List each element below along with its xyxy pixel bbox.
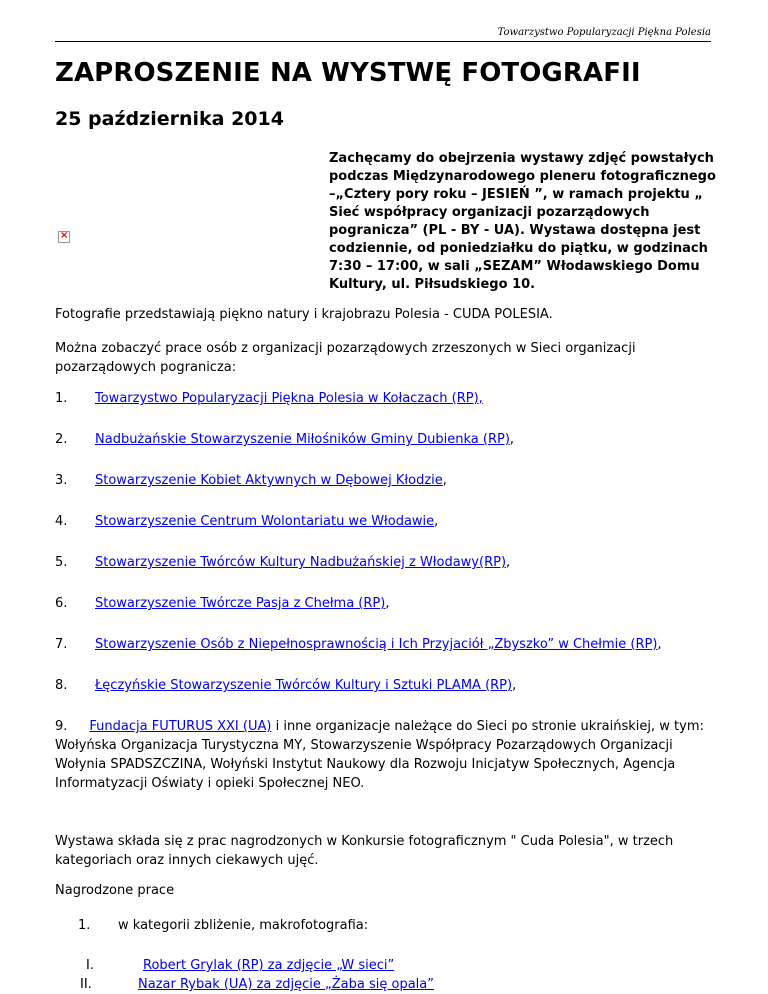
org-link[interactable]: Nadbużańskie Stowarzyszenie Miłośników Gminy Dubienka (RP) [95, 432, 510, 447]
intro-paragraph: Zachęcamy do obejrzenia wystawy zdjęć powstałych podczas Międzynarodowego pleneru fotograficznego –„Cztery pory roku – JESIEŃ ”, w ramach projektu „ Sieć współpracy organizacji pozarządowych pogranicza” (PL - BY - UA). Wystawa dostępna jest codziennie, od poniedziałku do piątku, w godzinach 7:30 – 17:00, w sali „SEZAM” Włodawskiego Domu Kultury, ul. Piłsudskiego 10. [329, 151, 716, 292]
org-link[interactable]: Stowarzyszenie Twórców Kultury Nadbużańskiej z Włodawy(RP) [95, 555, 507, 570]
paragraph-awarded: Nagrodzone prace [55, 883, 175, 898]
running-header: Towarzystwo Popularyzacji Piękna Polesia [55, 27, 711, 42]
paragraph-exhibition: Wystawa składa się z prac nagrodzonych w Konkursie fotograficznym " Cuda Polesia", w trzech kategoriach oraz innych ciekawych ujęć. [55, 834, 674, 868]
paragraph-organizations: Można zobaczyć prace osób z organizacji pozarządowych zrzeszonych w Sieci organizacji pozarządowych pogranicza: [55, 341, 636, 375]
paragraph-nature: Fotografie przedstawiają piękno natury i krajobrazu Polesia - CUDA POLESIA. [55, 307, 553, 322]
org-link[interactable]: Stowarzyszenie Osób z Niepełnosprawnością i Ich Przyjaciół „Zbyszko” w Chełmie (RP) [95, 637, 658, 652]
org-link[interactable]: Stowarzyszenie Twórcze Pasja z Chełma (RP) [95, 596, 386, 611]
org-link[interactable]: Łęczyńskie Stowarzyszenie Twórców Kultury i Sztuki PLAMA (RP) [95, 678, 513, 693]
award-link[interactable]: Nazar Rybak (UA) za zdjęcie „Żaba się opala” [138, 977, 434, 992]
event-date: 25 października 2014 [55, 108, 284, 130]
org-link-futurus[interactable]: Fundacja FUTURUS XXI (UA) [89, 719, 272, 734]
org-link[interactable]: Towarzystwo Popularyzacji Piękna Polesia w Kołaczach (RP), [95, 391, 483, 406]
list-item-9: 9. Fundacja FUTURUS XXI (UA) i inne organizacje należące do Sieci po stronie ukraińskiej, w tym: Wołyńska Organizacja Turystyczna MY, Stowarzyszenie Współpracy Pozarządowych Organizacji Wołynia SPADSZCZINA, Wołyński Instytut Naukowy dla Rozwoju Inicjatyw Społecznych, Agencja Informatyzacji Oświaty i opieki Społecznej NEO. [55, 719, 704, 791]
award-link[interactable]: Robert Grylak (RP) za zdjęcie „W sieci” [143, 958, 395, 973]
broken-image-icon: × [60, 230, 69, 241]
page-title: ZAPROSZENIE NA WYSTWĘ FOTOGRAFII [55, 58, 641, 88]
org-link[interactable]: Stowarzyszenie Kobiet Aktywnych w Dębowej Kłodzie [95, 473, 443, 488]
org-link[interactable]: Stowarzyszenie Centrum Wolontariatu we Włodawie [95, 514, 435, 529]
